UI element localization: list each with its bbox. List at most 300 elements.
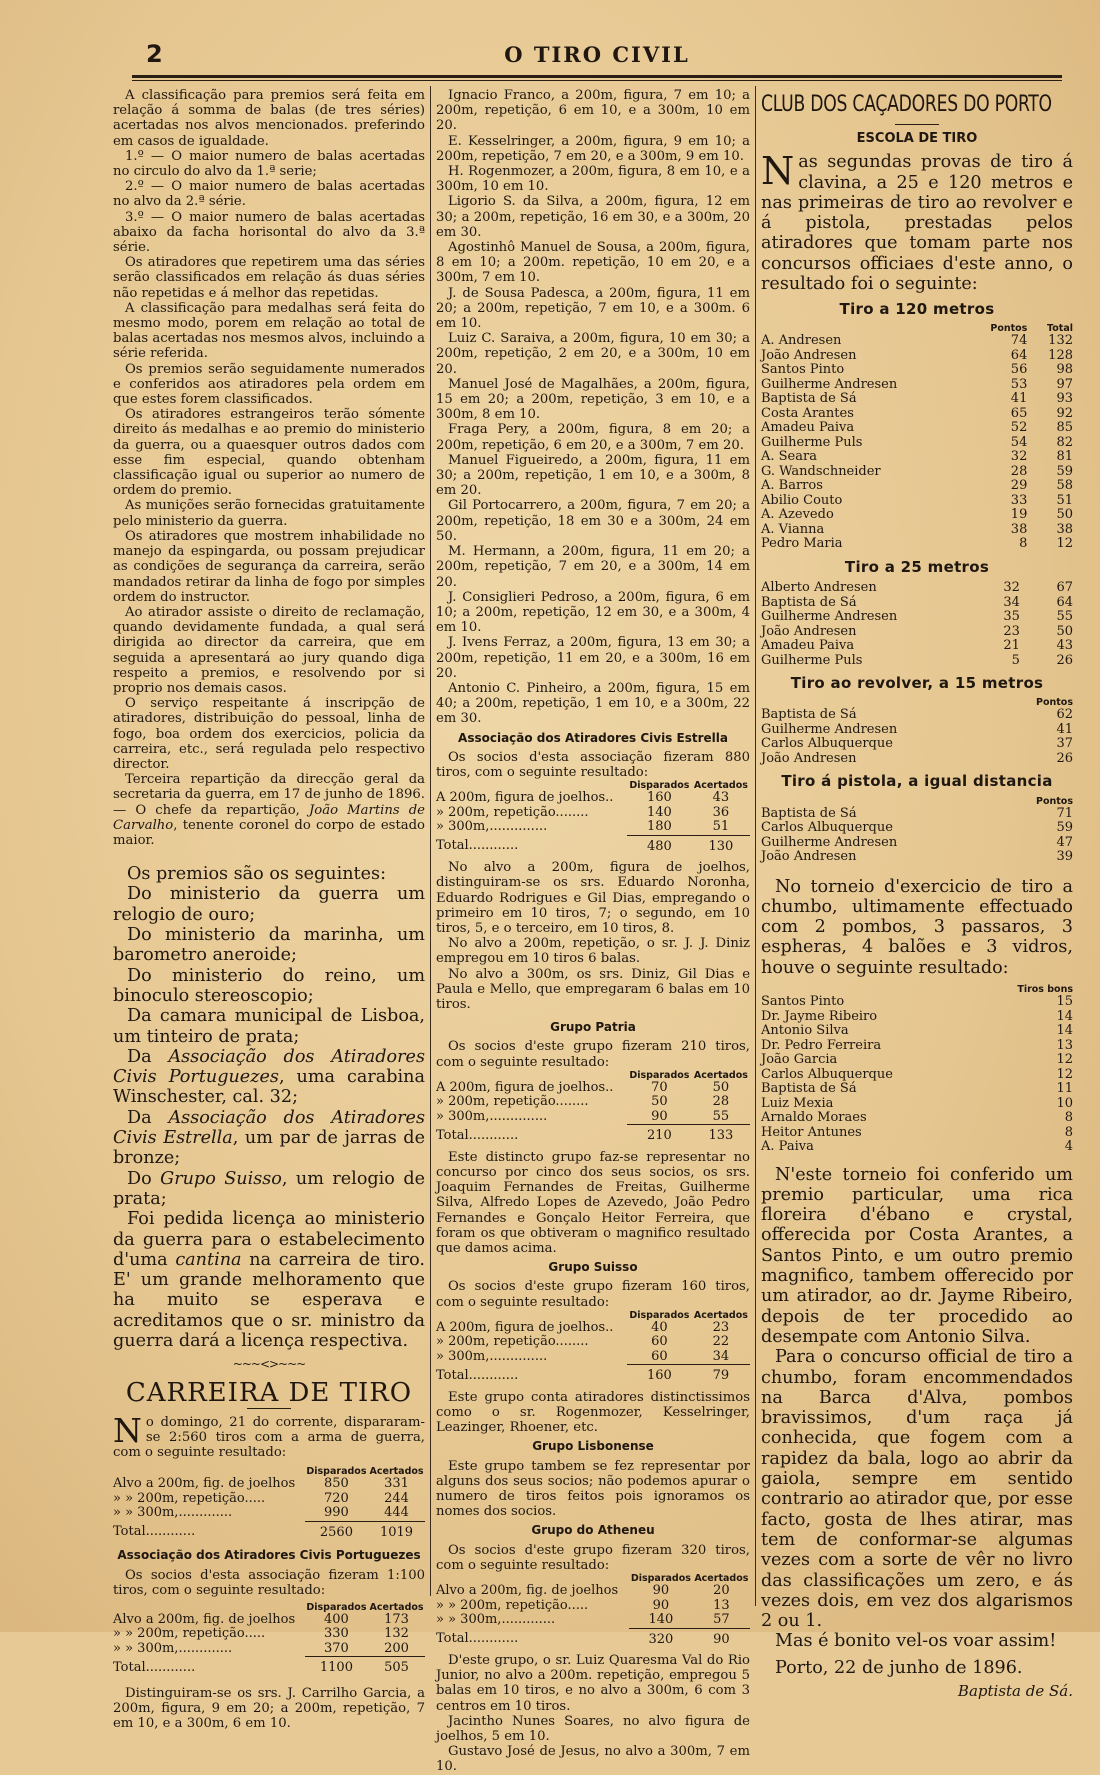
- score-row: [761, 1111, 1073, 1126]
- score-row: [761, 596, 1073, 611]
- score-value: 50: [1056, 623, 1073, 639]
- score-value: 34: [1003, 594, 1020, 610]
- column-3: [761, 88, 1073, 1699]
- score-row: [761, 1082, 1073, 1097]
- competitor-name: Baptista de Sá: [761, 1081, 857, 1097]
- competitor-name: Antonio Silva: [761, 1023, 849, 1039]
- table-row: [113, 1492, 425, 1507]
- score-value: 12: [1056, 536, 1073, 552]
- score-value: 5: [1011, 652, 1020, 668]
- acertados-cell: 331: [384, 1476, 409, 1492]
- results-grid: [436, 1070, 750, 1144]
- score-value: 8: [1064, 1124, 1073, 1140]
- score-value: 54: [1010, 434, 1028, 450]
- total-label: Total............: [436, 1367, 519, 1383]
- table-row: [113, 1613, 425, 1628]
- subsection-title: Associação dos Atiradores Civis Portuguezes: [117, 1548, 421, 1563]
- competitor-name: Guilherme Andresen: [761, 721, 898, 737]
- score-value: 41: [1056, 721, 1073, 737]
- results-table: [113, 1466, 425, 1540]
- total-row: [436, 835, 750, 854]
- score-value: 8: [1019, 536, 1028, 552]
- results-table: [436, 1310, 750, 1384]
- score-row: [761, 654, 1073, 669]
- score-value: 4: [1064, 1139, 1073, 1155]
- competitor-name: João Andresen: [761, 347, 857, 363]
- score-value: 26: [1056, 652, 1073, 668]
- regulation-paragraph: As munições serão fornecidas gratuitamente pelo ministerio da guerra.: [113, 498, 425, 529]
- ornament-divider: ~~~<>~~~: [232, 1357, 306, 1372]
- score-row: [761, 363, 1073, 378]
- table-row: [436, 806, 750, 821]
- score-row: [761, 421, 1073, 436]
- prize-item: Do ministerio do reino, um binoculo stereoscopio;: [113, 965, 425, 1006]
- competitor-name: Carlos Albuquerque: [761, 820, 893, 836]
- publication-title: O TIRO CIVIL: [504, 42, 690, 67]
- club-title: CLUB DOS CAÇADORES DO PORTO: [761, 91, 1052, 117]
- competitor-name: Guilherme Puls: [761, 652, 863, 668]
- competitor-name: Baptista de Sá: [761, 391, 857, 407]
- score-row: [761, 708, 1073, 723]
- score-value: 19: [1010, 507, 1028, 523]
- score-value: 67: [1056, 580, 1073, 596]
- section-title: CARREIRA DE TIRO: [125, 1378, 413, 1409]
- results-table: [436, 1573, 750, 1647]
- total-acertados: 90: [693, 1628, 750, 1647]
- prize-item: Do Grupo Suisso, um relogio de prata;: [113, 1168, 425, 1209]
- score-value: 128: [1048, 347, 1073, 363]
- regulation-paragraph: 3.º — O maior numero de balas acertadas abaixo da facha horisontal do alvo da 3.ª série.: [113, 209, 425, 256]
- disparados-cell: 90: [652, 1597, 670, 1613]
- regulation-paragraph: 1.º — O maior numero de balas acertadas no circulo do alvo da 1.ª serie;: [113, 148, 425, 180]
- score-value: 52: [1010, 420, 1028, 436]
- score-row: [761, 807, 1073, 822]
- carreira-intro: No domingo, 21 do corrente, dispararam-se 2:560 tiros com a arma de guerra, com o seguinte resultado:: [113, 1410, 425, 1461]
- drop-cap: N: [761, 149, 795, 194]
- score-value: 32: [1003, 580, 1020, 596]
- shooter-result: Agostinhô Manuel de Sousa, a 200m, figura, 8 em 10; a 200m. repetição, 10 em 20, e a 300m, 7 em 10.: [436, 240, 750, 286]
- table-row: [113, 1627, 425, 1642]
- score-value: 11: [1056, 1081, 1073, 1097]
- competitor-name: Arnaldo Moraes: [761, 1110, 867, 1126]
- disparados-cell: 990: [324, 1505, 349, 1521]
- total-acertados: 133: [692, 1125, 750, 1144]
- acertados-cell: 173: [384, 1611, 409, 1627]
- score-value: 38: [1056, 521, 1073, 537]
- acertados-cell: 244: [384, 1490, 409, 1506]
- competitor-name: Amadeu Paiva: [761, 420, 855, 436]
- acertados-cell: 132: [384, 1626, 409, 1642]
- score-value: 53: [1010, 376, 1028, 392]
- total-row: [436, 1628, 750, 1647]
- score-value: 8: [1064, 1110, 1073, 1126]
- score-row: [761, 1097, 1073, 1112]
- shooter-result: Gil Portocarrero, a 200m, figura, 7 em 20; a 200m, repetição, 18 em 30 e a 300m, 24 em 50.: [436, 498, 750, 544]
- table-row: [113, 1477, 425, 1492]
- score-value: 71: [1056, 805, 1073, 821]
- total-label: Total............: [436, 838, 519, 854]
- results-grid: [113, 1466, 425, 1540]
- shooter-result: Ignacio Franco, a 200m, figura, 7 em 10; a 200m, repetição, 6 em 10, e a 300m, 10 em 20.: [436, 88, 750, 134]
- table-row: [113, 1642, 425, 1657]
- table-row: [436, 1599, 750, 1614]
- score-value: 58: [1056, 478, 1073, 494]
- disparados-cell: 60: [651, 1334, 668, 1350]
- acertados-cell: 22: [712, 1334, 730, 1350]
- competitor-name: Guilherme Andresen: [761, 834, 898, 850]
- score-value: 43: [1056, 638, 1073, 654]
- total-row: [113, 1521, 425, 1540]
- row-label: » » 300m,.............: [436, 1612, 556, 1628]
- disparados-cell: 720: [324, 1490, 349, 1506]
- column-header: Total: [1047, 323, 1073, 335]
- competitor-name: Baptista de Sá: [761, 594, 857, 610]
- score-row: [761, 349, 1073, 364]
- table-row: [436, 1095, 750, 1110]
- table-row: [436, 791, 750, 806]
- closing-name: João Martins de Carvalho: [113, 802, 425, 833]
- column-header: Tiros bons: [1017, 984, 1073, 996]
- title-rule: [895, 124, 939, 125]
- score-value: 97: [1056, 376, 1073, 392]
- disparados-cell: 50: [651, 1094, 668, 1110]
- score-value: 74: [1010, 333, 1028, 349]
- column-header: Disparados: [306, 1601, 367, 1613]
- column-header: Disparados: [306, 1466, 367, 1478]
- row-label: » » 300m,.............: [113, 1640, 233, 1656]
- regulation-paragraph: Ao atirador assiste o direito de reclamação, quando devidamente fundada, a qual será dirigida ao director da carreira, que em seguida a apresentará ao jury quando diga respeito a premios, e resolvendo por si proprio nos demais casos.: [113, 604, 425, 696]
- total-row: [113, 1657, 425, 1676]
- competitor-name: A. Seara: [761, 449, 817, 465]
- score-value: 21: [1003, 638, 1020, 654]
- score-row: [761, 1126, 1073, 1141]
- table-row: [436, 1584, 750, 1599]
- results-table: [113, 1602, 425, 1676]
- score-row: [761, 450, 1073, 465]
- bonito-line: Mas é bonito vel-os voar assim!: [775, 1631, 1057, 1652]
- total-label: Total............: [113, 1524, 196, 1540]
- prize-item: Da camara municipal de Lisboa, um tinteiro de prata;: [113, 1006, 425, 1047]
- scores-table: [761, 323, 1073, 552]
- score-value: 12: [1056, 1066, 1073, 1082]
- score-row: [761, 737, 1073, 752]
- score-row: [761, 625, 1073, 640]
- competitor-name: Amadeu Paiva: [761, 638, 855, 654]
- suisso-paragraph: Este grupo conta atiradores distinctissimos como o sr. Rogenmozer, Kesselringer, Leazinger, Rhoener, etc.: [436, 1389, 750, 1436]
- competitor-name: Dr. Jayme Ribeiro: [761, 1008, 878, 1024]
- score-row: [761, 392, 1073, 407]
- regulation-paragraph: Os atiradores estrangeiros terão sómente direito ás medalhas e ao premio do ministerio da guerra, ou a quaesquer outros dados com esse fim especial, quando obtenham classificação igual ou superior ao numero de ordem do premio.: [113, 407, 425, 499]
- scores-table: [761, 581, 1073, 668]
- competitor-name: Baptista de Sá: [761, 805, 857, 821]
- shooter-result: Manuel José de Magalhães, a 200m, figura, 15 em 20; a 200m, repetição, 3 em 10, e a 300m, 8 em 10.: [436, 376, 750, 423]
- results-grid: [436, 780, 750, 854]
- shooter-result: J. Ivens Ferraz, a 200m, figura, 13 em 30; a 200m, repetição, 11 em 20, e a 300m, 16 em 20.: [436, 635, 750, 681]
- column-header: Disparados: [629, 1309, 690, 1321]
- column-header: Pontos: [1036, 795, 1073, 807]
- score-row: [761, 1140, 1073, 1155]
- competitor-name: A. Azevedo: [761, 507, 834, 523]
- score-value: 98: [1056, 362, 1073, 378]
- score-value: 93: [1056, 391, 1073, 407]
- competitor-name: Carlos Albuquerque: [761, 1066, 893, 1082]
- score-row: [761, 537, 1073, 552]
- table-row: [436, 1081, 750, 1096]
- competitor-name: Carlos Albuquerque: [761, 736, 893, 752]
- subsection-title: Grupo Lisbonense: [532, 1439, 654, 1454]
- estrella-intro: Os socios d'esta associação fizeram 880 tiros, com o seguinte resultado:: [436, 749, 750, 780]
- row-label: » » 300m,.............: [113, 1505, 233, 1521]
- regulation-paragraph: O serviço respeitante á inscripção de atiradores, distribuição do pessoal, linha de fogo, boa ordem dos exercicios, policia da carreira, etc., será regulada pelo respectivo director.: [113, 696, 425, 772]
- row-label: A 200m, figura de joelhos..: [436, 1319, 614, 1335]
- competitor-name: Alberto Andresen: [761, 580, 877, 596]
- column-header: Disparados: [629, 780, 690, 792]
- row-label: » » 200m, repetição.....: [113, 1626, 266, 1642]
- row-label: » 200m, repetição........: [436, 1094, 589, 1110]
- prize-item: Da Associação dos Atiradores Civis Estrella, um par de jarras de bronze;: [113, 1107, 425, 1169]
- total-disparados: 480: [627, 835, 692, 854]
- competitor-name: Luiz Mexia: [761, 1095, 834, 1111]
- table-row: [436, 1613, 750, 1628]
- disparados-cell: 140: [648, 1612, 674, 1628]
- subsection-title: Tiro á pistola, a igual distancia: [781, 772, 1053, 791]
- score-row: [761, 836, 1073, 851]
- dateline: Porto, 22 de junho de 1896.: [775, 1657, 1023, 1678]
- score-value: 35: [1003, 609, 1020, 625]
- score-row: [761, 407, 1073, 422]
- score-row: [761, 995, 1073, 1010]
- score-value: 13: [1056, 1037, 1073, 1053]
- prize-item: Da Associação dos Atiradores Civis Portuguezes, uma carabina Winschester, cal. 32;: [113, 1046, 425, 1108]
- total-acertados: 79: [692, 1365, 750, 1384]
- score-value: 47: [1056, 834, 1073, 850]
- score-value: 23: [1003, 623, 1020, 639]
- competitor-name: Baptista de Sá: [761, 707, 857, 723]
- score-row: [761, 1068, 1073, 1083]
- disparados-cell: 850: [324, 1476, 349, 1492]
- score-row: [761, 1039, 1073, 1054]
- column-2: [436, 88, 750, 1775]
- premio-paragraph: N'este torneio foi conferido um premio particular, uma rica floreira d'ébano e crystal, offerecida por Costa Arantes, a Santos Pinto, e um outro premio magnifico, tambem offerecido por um atirador, ao dr. Jayme Ribeiro, depois de ter procedido ao desempate com Antonio Silva.: [761, 1164, 1073, 1347]
- patria-paragraph: Este distincto grupo faz-se representar no concurso por cinco dos seus socios, os srs. Joaquim Fernandes de Freitas, Guilherme Silva, Alfredo Lopes de Azevedo, João Pedro Fernandes e Gonçalo Heitor Ferreira, que foram os que obtiveram o magnifico resultado que damos acima.: [436, 1149, 750, 1256]
- scores-grid: [761, 323, 1073, 552]
- column-1: [113, 88, 425, 1732]
- disparados-cell: 160: [646, 790, 672, 806]
- shooter-result: H. Rogenmozer, a 200m, figura, 8 em 10, e a 300m, 10 em 10.: [436, 164, 750, 195]
- score-value: 28: [1010, 463, 1028, 479]
- shooter-result: Manuel Figueiredo, a 200m, figura, 11 em 30; a 200m, repetição, 1 em 10, e a 300m, 8 em 20.: [436, 452, 750, 499]
- competitor-name: Guilherme Andresen: [761, 376, 898, 392]
- competitor-name: João Andresen: [761, 750, 857, 766]
- shooter-result: Fraga Pery, a 200m, figura, 8 em 20; a 200m, repetição, 6 em 20, e a 300m, 7 em 20.: [436, 422, 750, 453]
- table-row: [436, 1335, 750, 1350]
- column-header: Acertados: [369, 1601, 424, 1613]
- score-row: [761, 494, 1073, 509]
- score-row: [761, 723, 1073, 738]
- header-spacer: [761, 796, 967, 807]
- acertados-cell: 200: [384, 1640, 409, 1656]
- scores-table: [761, 796, 1073, 865]
- table-header-row: [761, 796, 1073, 807]
- total-label: Total............: [436, 1127, 519, 1143]
- results-table: [436, 1070, 750, 1144]
- scores-grid: [761, 581, 1073, 668]
- row-label: » » 200m, repetição.....: [113, 1490, 266, 1506]
- row-label: A 200m, figura de joelhos..: [436, 1079, 614, 1095]
- results-grid: [436, 1573, 750, 1647]
- score-row: [761, 334, 1073, 349]
- club-intro: Nas segundas provas de tiro á clavina, a 25 e 120 metros e nas primeiras de tiro ao revolver e á pistola, prestadas pelos atiradores que tomam parte nos concursos officiaes d'este anno, o resultado foi o seguinte:: [761, 149, 1073, 294]
- shooter-result: E. Kesselringer, a 200m, figura, 9 em 10; a 200m, repetição, 7 em 20, e a 300m, 9 em 10.: [436, 133, 750, 164]
- acertados-cell: 13: [713, 1597, 730, 1613]
- closing-paragraph: [113, 772, 425, 848]
- score-value: 50: [1056, 507, 1073, 523]
- disparados-cell: 330: [324, 1626, 349, 1642]
- regulation-paragraph: Os atiradores que repetirem uma das séries serão classificados em relação ás duas séries não repetidas e á melhor das repetidas.: [113, 255, 425, 301]
- score-row: [761, 1010, 1073, 1025]
- score-row: [761, 378, 1073, 393]
- total-label: Total............: [436, 1631, 519, 1647]
- score-row: [761, 752, 1073, 767]
- acertados-cell: 34: [712, 1348, 730, 1364]
- score-value: 59: [1056, 820, 1073, 836]
- disparados-cell: 400: [324, 1611, 349, 1627]
- pombos-paragraph: Para o concurso official de tiro a chumbo, foram encommendados na Barca d'Alva, pombos bravissimos, d'um raça já conhecida, que fogem com a rapidez da bala, logo ao abrir da gaiola, sempre em sentido contrario ao atirador que, por esse facto, gosta de lhes atirar, mas tem de conformar-se algumas vezes com a sorte de vêr no livro das classificações um zero, e ás vezes dois, em vez dos algarismos 2 ou 1.: [761, 1347, 1073, 1632]
- scores-table: [761, 984, 1073, 1155]
- competitor-name: Guilherme Puls: [761, 434, 863, 450]
- subsection-title: Associação dos Atiradores Civis Estrella: [458, 730, 728, 745]
- results-grid: [113, 1602, 425, 1676]
- column-header: Acertados: [694, 1573, 749, 1585]
- score-row: [761, 581, 1073, 596]
- prizes-intro: Os premios são os seguintes:: [127, 864, 387, 885]
- atheneu-paragraph: D'este grupo, o sr. Luiz Quaresma Val do Rio Junior, no alvo a 200m. repetição, empregou 5 balas em 10 tiros, e no alvo a 300m, 6 com 3 centros em 10 tiros.: [436, 1653, 750, 1714]
- table-row: [436, 1350, 750, 1365]
- total-disparados: 1100: [305, 1657, 368, 1676]
- regulation-paragraph: Os premios serão seguidamente numerados e conferidos aos atiradores pela ordem em que estes forem classificados.: [113, 361, 425, 408]
- score-row: [761, 1053, 1073, 1068]
- competitor-name: Guilherme Andresen: [761, 609, 898, 625]
- page-number: 2: [146, 40, 163, 68]
- results-table: [436, 780, 750, 854]
- score-value: 10: [1056, 1095, 1073, 1111]
- competitor-name: Pedro Maria: [761, 536, 843, 552]
- column-header: Disparados: [630, 1573, 691, 1585]
- competitor-name: A. Paiva: [761, 1139, 814, 1155]
- score-value: 64: [1056, 594, 1073, 610]
- column-header: Pontos: [990, 323, 1028, 335]
- total-row: [436, 1365, 750, 1384]
- score-row: [761, 1024, 1073, 1039]
- subsection-title: Grupo Patria: [550, 1020, 636, 1035]
- score-value: 29: [1010, 478, 1028, 494]
- disparados-cell: 60: [651, 1348, 668, 1364]
- score-row: [761, 436, 1073, 451]
- disparados-cell: 180: [646, 819, 672, 835]
- total-disparados: 320: [629, 1628, 693, 1647]
- estrella-paragraph: No alvo a 200m, figura de joelhos, distinguiram-se os srs. Eduardo Noronha, Eduardo Rodrigues e Gil Dias, empregando o primeiro em 10 tiros, 7; o segundo, em 10 tiros, 5, e o terceiro, em 10 tiros, 8.: [436, 860, 750, 936]
- distinguish-paragraph: Distinguiram-se os srs. J. Carrilho Garcia, a 200m, figura, 9 em 20; a 200m, repetição, 7 em 10, e a 300m, 6 em 10.: [113, 1685, 425, 1732]
- closing-tail: , tenente coronel do corpo de estado maior.: [113, 817, 425, 848]
- score-value: 85: [1056, 420, 1073, 436]
- score-row: [761, 821, 1073, 836]
- competitor-name: A. Barros: [761, 478, 823, 494]
- column-header: Acertados: [693, 1309, 748, 1321]
- score-row: [761, 850, 1073, 865]
- row-label: » 300m,..............: [436, 1348, 548, 1364]
- acertados-cell: 50: [712, 1079, 730, 1095]
- atheneu-paragraph: Jacintho Nunes Soares, no alvo figura de joelhos, 5 em 10.: [436, 1713, 750, 1745]
- table-row: [113, 1506, 425, 1521]
- competitor-name: João Garcia: [761, 1052, 838, 1068]
- total-acertados: 505: [368, 1657, 425, 1676]
- column-divider: [430, 86, 431, 1596]
- score-value: 41: [1010, 391, 1028, 407]
- score-value: 14: [1056, 1008, 1073, 1024]
- score-row: [761, 479, 1073, 494]
- score-value: 33: [1010, 492, 1028, 508]
- subsection-title: Grupo Suisso: [548, 1260, 638, 1275]
- score-value: 132: [1048, 333, 1073, 349]
- subsection-title: Tiro ao revolver, a 15 metros: [790, 674, 1044, 693]
- subsection-title: Tiro a 120 metros: [839, 300, 995, 319]
- disparados-cell: 70: [651, 1079, 668, 1095]
- score-value: 38: [1010, 521, 1028, 537]
- score-value: 65: [1010, 405, 1028, 421]
- atheneu-paragraph: Gustavo José de Jesus, no alvo a 300m, 7 em 10.: [436, 1744, 750, 1775]
- acertados-cell: 36: [712, 804, 730, 820]
- acertados-cell: 444: [384, 1505, 409, 1521]
- row-label: » 300m,..............: [436, 819, 548, 835]
- column-divider: [755, 86, 756, 1606]
- total-disparados: 2560: [305, 1521, 368, 1540]
- suisso-intro: Os socios d'este grupo fizeram 160 tiros, com o seguinte resultado:: [436, 1279, 750, 1310]
- column-header: Pontos: [1036, 697, 1073, 709]
- disparados-cell: 40: [651, 1319, 668, 1335]
- closing-section: [761, 1165, 1073, 1678]
- row-label: Alvo a 200m, fig. de joelhos: [113, 1611, 296, 1627]
- shooter-result: J. Consiglieri Pedroso, a 200m, figura, 6 em 10; a 200m, repetição, 12 em 30, e a 300m, 4 em 10.: [436, 589, 750, 636]
- total-acertados: 1019: [368, 1521, 425, 1540]
- score-value: 81: [1056, 449, 1073, 465]
- score-value: 51: [1056, 492, 1073, 508]
- acertados-cell: 28: [712, 1094, 730, 1110]
- page-header: [132, 40, 1062, 72]
- competitor-name: João Andresen: [761, 623, 857, 639]
- row-label: » 200m, repetição........: [436, 1334, 589, 1350]
- competitor-name: João Andresen: [761, 849, 857, 865]
- competitor-name: Abilio Couto: [761, 492, 843, 508]
- score-value: 15: [1056, 994, 1073, 1010]
- column-header: Acertados: [693, 1069, 748, 1081]
- estrella-paragraph: No alvo a 300m, os srs. Diniz, Gil Dias e Paula e Mello, que empregaram 6 balas em 10 tiros.: [436, 966, 750, 1012]
- score-value: 92: [1056, 405, 1073, 421]
- acertados-cell: 20: [713, 1583, 730, 1599]
- score-row: [761, 465, 1073, 480]
- competitor-name: A. Andresen: [761, 333, 842, 349]
- total-disparados: 160: [627, 1365, 692, 1384]
- row-label: » 300m,..............: [436, 1108, 548, 1124]
- scores-table: [761, 697, 1073, 766]
- score-value: 64: [1010, 347, 1028, 363]
- row-label: A 200m, figura de joelhos..: [436, 790, 614, 806]
- acertados-cell: 23: [712, 1319, 730, 1335]
- score-value: 82: [1056, 434, 1073, 450]
- score-row: [761, 523, 1073, 538]
- closing-text: Terceira repartição da direcção geral da secretaria da guerra, em 17 de junho de 1896. — O chefe da repartição,: [113, 772, 425, 818]
- total-label: Total............: [113, 1659, 196, 1675]
- shooter-result: Ligorio S. da Silva, a 200m, figura, 12 em 30; a 200m, repetição, 16 em 30, e a 300m, 20 em 30.: [436, 194, 750, 240]
